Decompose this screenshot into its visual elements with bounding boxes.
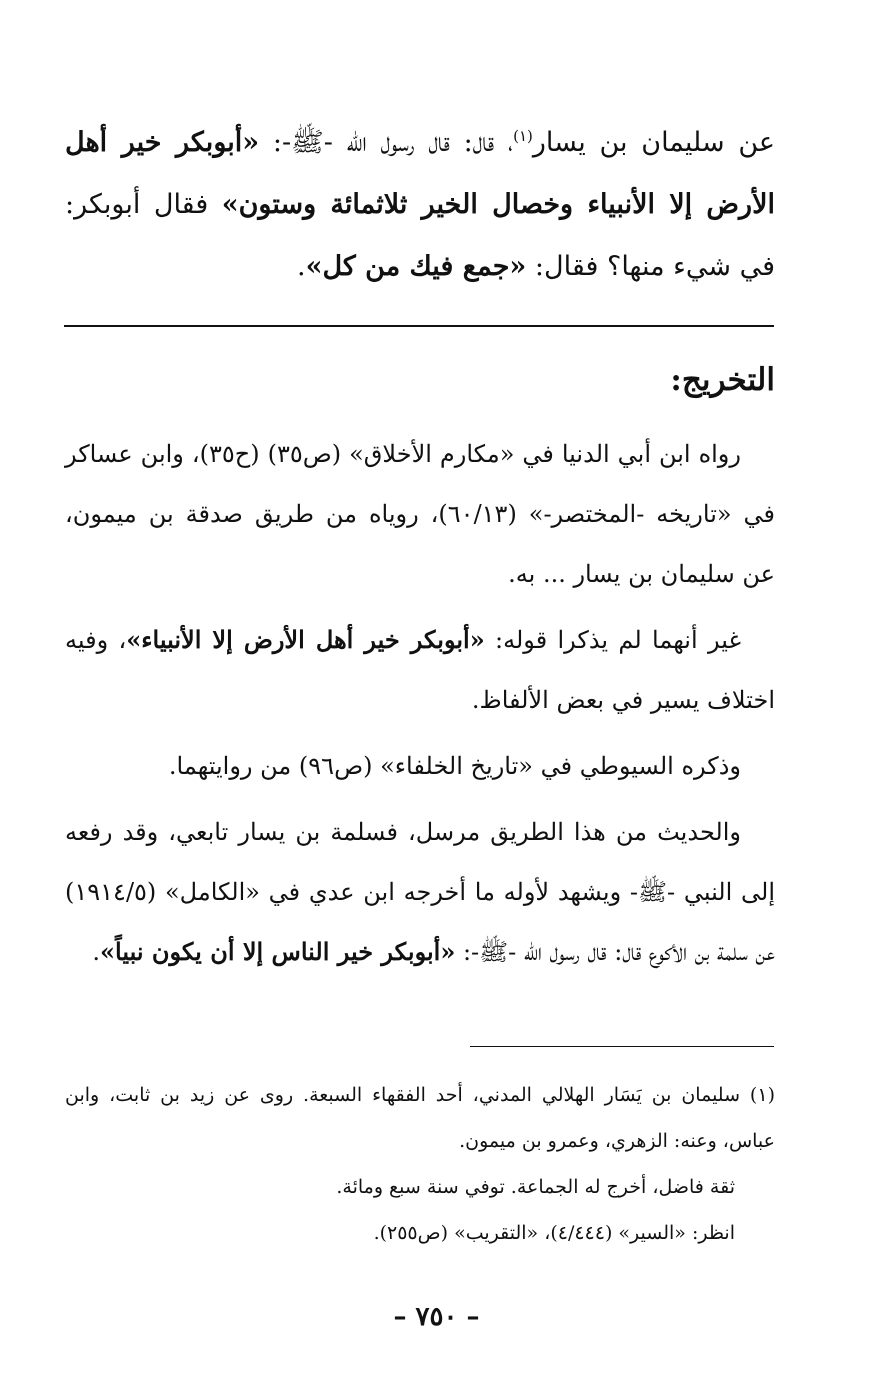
- hadith-text: [65, 112, 775, 298]
- hadith-narration: ، قال: قال رسول اللّه -ﷺ-:: [259, 127, 514, 158]
- footnote-1-line-3: انظر: «السير» (٤/٤٤٤)، «التقريب» (ص٢٥٥).: [373, 1222, 735, 1244]
- footnote-1-line-1: (١) سليمان بن يَسَار الهلالي المدني، أحد الفقهاء السبعة. روى عن زيد بن ثابت، وابن عباس، وعنه: الزهري، وعمرو بن ميمون.: [65, 1084, 775, 1152]
- footnote-ref[interactable]: (١): [513, 127, 533, 145]
- footnotes: [65, 1072, 775, 1256]
- takhrij-paragraph-3: وذكره السيوطي في «تاريخ الخلفاء» (ص٩٦) من روايتهما.: [168, 752, 741, 780]
- page-number: – ٧٥٠ –: [393, 1302, 480, 1332]
- takhrij-paragraph-4: [65, 802, 775, 982]
- takhrij-p4-text: والحديث من هذا الطريق مرسل، فسلمة بن يسار تابعي، وقد رفعه إلى النبي -ﷺ- ويشهد لأوله ما أخرجه ابن عدي في «الكامل» (١٩١٤/٥) عن سلمة بن الأكوع قال: قال رسول اللّه -ﷺ-:: [65, 818, 775, 966]
- takhrij-paragraph-1: رواه ابن أبي الدنيا في «مكارم الأخلاق» (ص٣٥) (ح٣٥)، وابن عساكر في «تاريخه -المختصر-» (٦٠/١٣)، روياه من طريق صدقة بن ميمون، عن سليمان بن يسار ... به.: [65, 440, 775, 588]
- takhrij-body: [65, 424, 775, 988]
- hadith-quote: «أبوبكر خير أهل الأرض إلا الأنبياء وخصال الخير ثلاثمائة وستون»: [65, 127, 775, 220]
- footnote-1-line-2: ثقة فاضل، أخرج له الجماعة. توفي سنة سبع ومائة.: [336, 1176, 735, 1198]
- section-divider: [64, 325, 774, 327]
- takhrij-paragraph-2: [65, 610, 775, 730]
- takhrij-p2-quote: «أبوبكر خير أهل الأرض إلا الأنبياء»: [126, 625, 485, 654]
- takhrij-p2-rest: ، وفيه اختلاف يسير في بعض الألفاظ.: [65, 626, 775, 714]
- takhrij-p4-quote: «أبوبكر خير الناس إلا أن يكون نبياً»: [100, 937, 456, 966]
- hadith-answer: «جمع فيك من كل»: [305, 251, 527, 282]
- hadith-end: .: [296, 251, 306, 282]
- footnote-divider: [470, 1046, 774, 1047]
- hadith-intro: عن سليمان بن يسار: [532, 127, 775, 158]
- takhrij-p4-end: .: [92, 938, 101, 966]
- section-heading: التخريج:: [670, 362, 775, 398]
- hadith-question: فقال أبوبكر: في شيء منها؟ فقال:: [65, 189, 775, 282]
- takhrij-p2-text: غير أنهما لم يذكرا قوله:: [484, 626, 742, 654]
